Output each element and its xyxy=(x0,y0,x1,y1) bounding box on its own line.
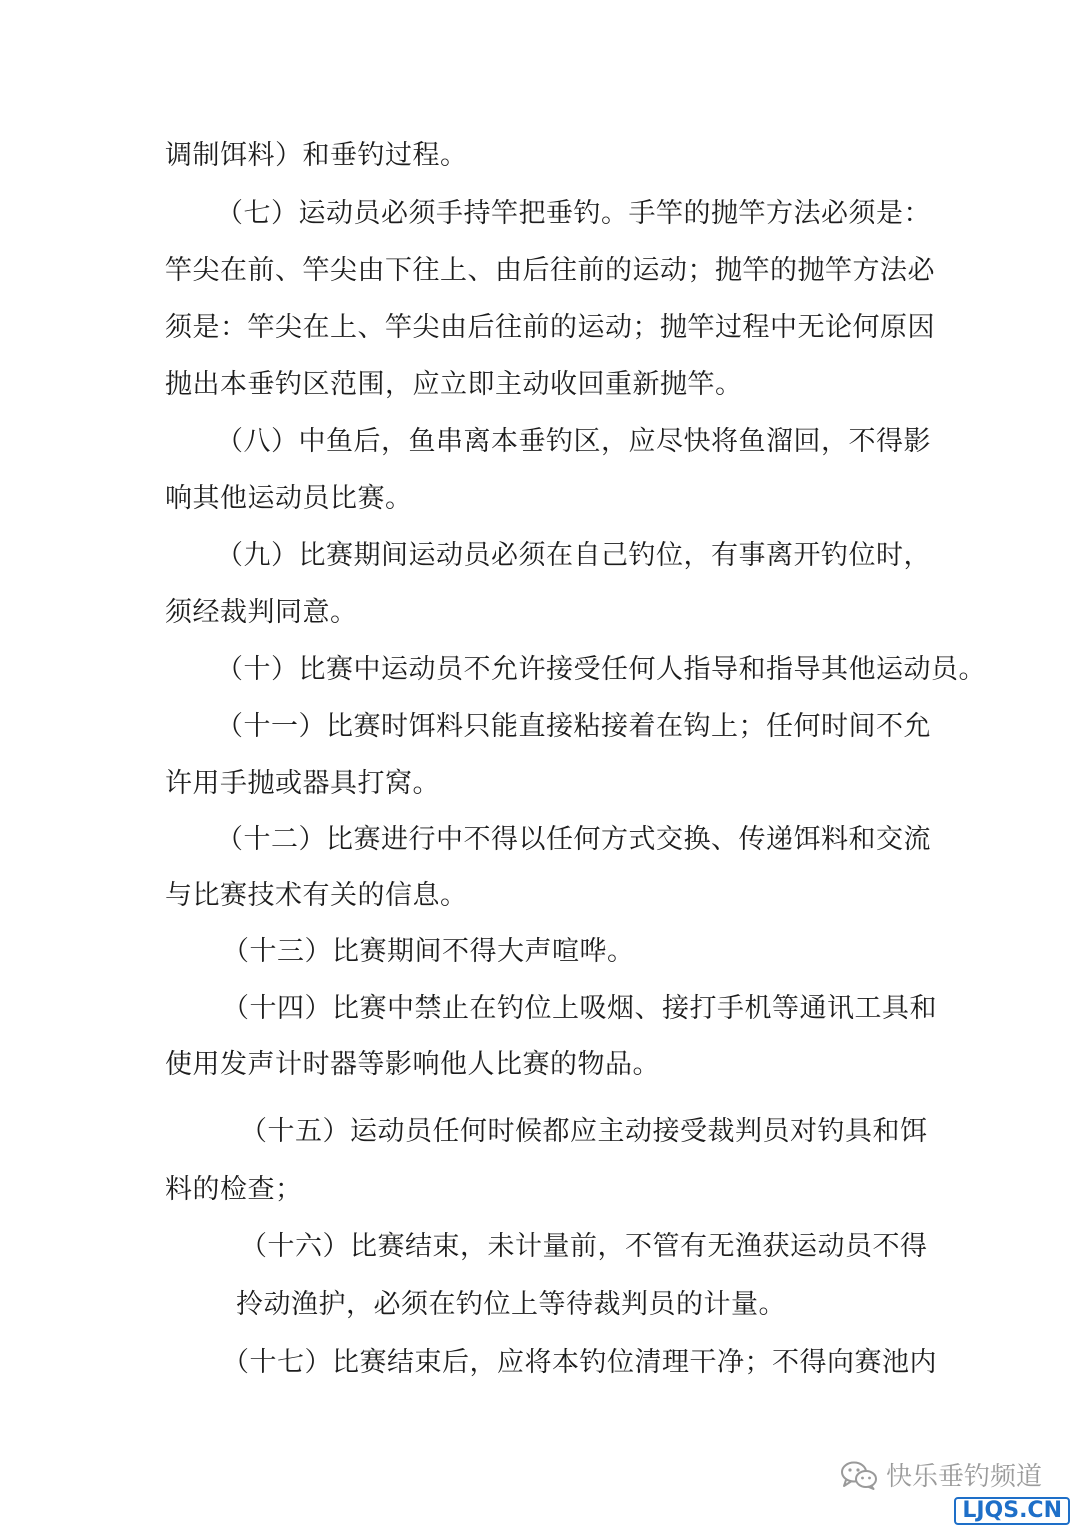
wechat-watermark xyxy=(840,1456,1042,1493)
text-line: （八）中鱼后，鱼串离本垂钓区，应尽快将鱼溜回，不得影 xyxy=(216,426,931,457)
text-line: （九）比赛期间运动员必须在自己钓位，有事离开钓位时， xyxy=(216,540,931,571)
wechat-icon xyxy=(840,1460,878,1490)
text-line: 竿尖在前、竿尖由下往上、由后往前的运动；抛竿的抛竿方法必 xyxy=(165,255,935,286)
text-line: 与比赛技术有关的信息。 xyxy=(165,880,468,911)
text-line: （十五）运动员任何时候都应主动接受裁判员对钓具和饵 xyxy=(240,1116,928,1147)
text-line: （十六）比赛结束，未计量前，不管有无渔获运动员不得 xyxy=(240,1231,928,1262)
text-line: 抛出本垂钓区范围，应立即主动收回重新抛竿。 xyxy=(165,369,743,400)
text-line: （十七）比赛结束后，应将本钓位清理干净；不得向赛池内 xyxy=(222,1347,937,1378)
text-line: （十一）比赛时饵料只能直接粘接着在钩上；任何时间不允 xyxy=(216,711,931,742)
watermark-text: 快乐垂钓频道 xyxy=(885,1462,1042,1492)
text-line: 响其他运动员比赛。 xyxy=(165,483,413,514)
text-line: （十二）比赛进行中不得以任何方式交换、传递饵料和交流 xyxy=(216,824,931,855)
text-line: 许用手抛或器具打窝。 xyxy=(165,768,440,799)
text-line: （十）比赛中运动员不允许接受任何人指导和指导其他运动员。 xyxy=(216,654,986,685)
text-line: 使用发声计时器等影响他人比赛的物品。 xyxy=(165,1049,660,1080)
text-line: （十三）比赛期间不得大声喧哗。 xyxy=(222,936,635,967)
site-badge: LJQS.CN xyxy=(954,1497,1070,1525)
text-line: 须是：竿尖在上、竿尖由后往前的运动；抛竿过程中无论何原因 xyxy=(165,312,935,343)
text-line: 拎动渔护，必须在钓位上等待裁判员的计量。 xyxy=(236,1289,786,1320)
text-line: （十四）比赛中禁止在钓位上吸烟、接打手机等通讯工具和 xyxy=(222,993,937,1024)
text-line: 料的检查； xyxy=(165,1174,303,1205)
text-line: （七）运动员必须手持竿把垂钓。手竿的抛竿方法必须是： xyxy=(216,198,931,229)
text-line: 须经裁判同意。 xyxy=(165,597,358,628)
text-line: 调制饵料）和垂钓过程。 xyxy=(165,140,468,171)
